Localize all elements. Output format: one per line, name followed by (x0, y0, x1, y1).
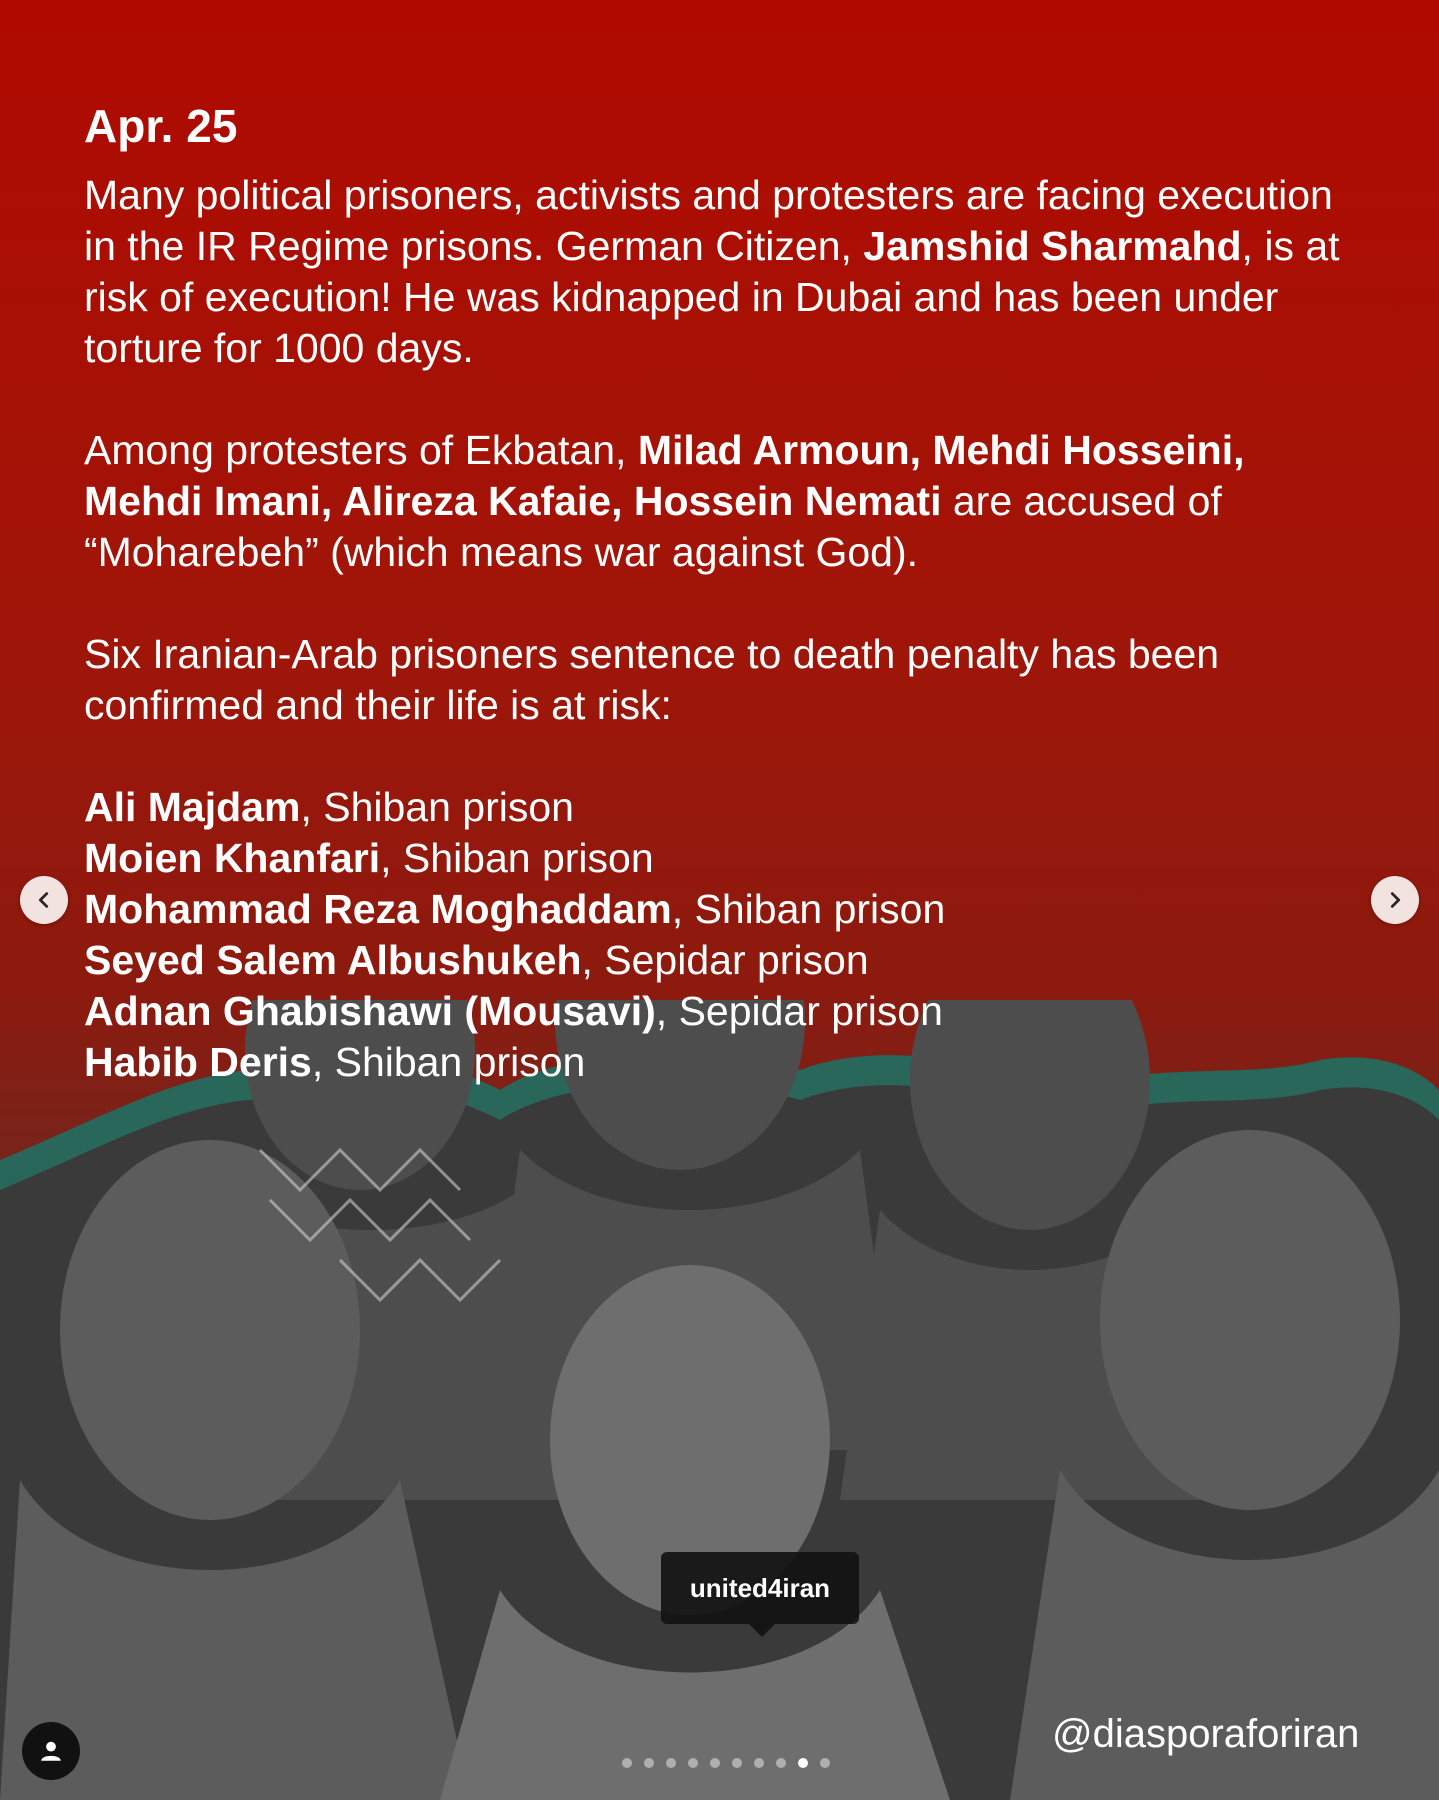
p2-bold-names: Milad Armoun, Mehdi Hosseini, Mehdi Imani, Alireza Kafaie, Hossein Nemati (84, 427, 1245, 524)
chevron-left-icon (33, 889, 55, 911)
carousel-dot[interactable] (666, 1758, 676, 1768)
p1-text-1: Many political prisoners, activists and protesters are facing execution in the IR Regime prisons. German Citizen, (84, 172, 1333, 269)
carousel-next-button[interactable] (1371, 876, 1419, 924)
carousel-dot[interactable] (820, 1758, 830, 1768)
list-item (84, 884, 1354, 935)
carousel-dots (622, 1758, 830, 1768)
user-tag-pointer (748, 1623, 776, 1637)
collage-illustration (0, 1000, 1439, 1800)
prisoner-prison: , Shiban prison (300, 784, 574, 830)
list-item (84, 782, 1354, 833)
paragraph-ekbatan (84, 425, 1354, 578)
post-date: Apr. 25 (84, 100, 238, 152)
post-caption-image-text (84, 96, 1354, 1088)
carousel-dot[interactable] (710, 1758, 720, 1768)
list-item (84, 986, 1354, 1037)
prisoner-name: Seyed Salem Albushukeh (84, 937, 582, 983)
carousel-prev-button[interactable] (20, 876, 68, 924)
prisoner-list (84, 782, 1354, 1088)
list-item (84, 935, 1354, 986)
list-item (84, 833, 1354, 884)
prisoner-photo-collage (0, 1000, 1439, 1800)
tagged-users-button[interactable] (22, 1722, 80, 1780)
prisoner-name: Ali Majdam (84, 784, 301, 830)
carousel-dot[interactable] (622, 1758, 632, 1768)
carousel-dot[interactable] (754, 1758, 764, 1768)
user-tag-label[interactable]: united4iran (661, 1552, 859, 1624)
chevron-right-icon (1384, 889, 1406, 911)
carousel-dot-active[interactable] (798, 1758, 808, 1768)
carousel-dot[interactable] (644, 1758, 654, 1768)
prisoner-prison: , Sepidar prison (655, 988, 943, 1034)
prisoner-name: Habib Deris (84, 1039, 312, 1085)
paragraph-jamshid (84, 170, 1354, 374)
carousel-dot[interactable] (688, 1758, 698, 1768)
p2-text-1: Among protesters of Ekbatan, (84, 427, 638, 473)
prisoner-name: Adnan Ghabishawi (Mousavi) (84, 988, 656, 1034)
carousel-dot[interactable] (776, 1758, 786, 1768)
paragraph-six-prisoners: Six Iranian-Arab prisoners sentence to death penalty has been confirmed and their life is at risk: (84, 631, 1220, 728)
p1-bold-name: Jamshid Sharmahd (863, 223, 1242, 269)
user-icon (38, 1738, 64, 1764)
prisoner-prison: , Shiban prison (671, 886, 946, 932)
prisoner-name: Moien Khanfari (84, 835, 381, 881)
prisoner-name: Mohammad Reza Moghaddam (84, 886, 672, 932)
list-item (84, 1037, 1354, 1088)
prisoner-prison: , Shiban prison (311, 1039, 586, 1085)
carousel-dot[interactable] (732, 1758, 742, 1768)
prisoner-prison: , Shiban prison (380, 835, 654, 881)
prisoner-prison: , Sepidar prison (581, 937, 869, 983)
p1-text-2: , is at risk of execution! He was kidnapped in Dubai and has been under torture for 1000 days. (84, 223, 1340, 371)
watermark-handle: @diasporaforiran (1052, 1712, 1360, 1756)
p2-text-2: are accused of “Moharebeh” (which means war against God). (84, 478, 1222, 575)
